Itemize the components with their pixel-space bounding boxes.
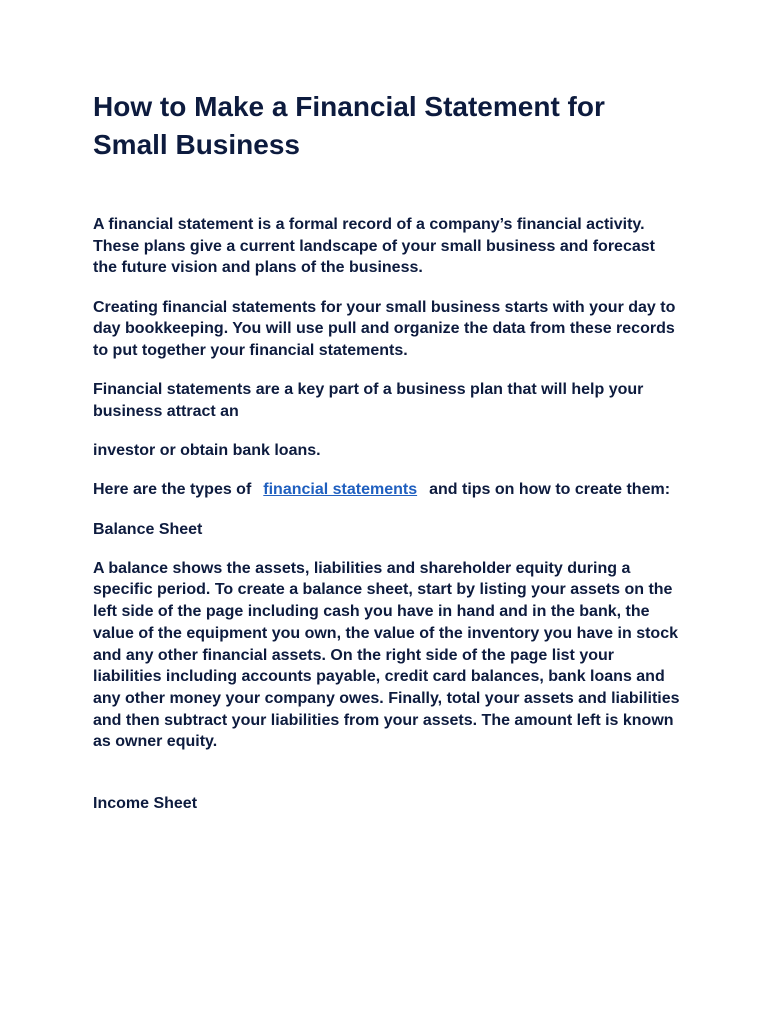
paragraph-key-part: Financial statements are a key part of a business plan that will help your business attract an bbox=[93, 381, 644, 420]
document-page bbox=[93, 88, 683, 832]
paragraph-creating: Creating financial statements for your small business starts with your day to day bookkeeping. You will use pull and organize the data from these records to put together your financial statements. bbox=[93, 298, 676, 360]
heading-income-sheet: Income Sheet bbox=[93, 795, 198, 813]
paragraph-investor: investor or obtain bank loans. bbox=[93, 442, 321, 460]
heading-balance-sheet: Balance Sheet bbox=[93, 520, 203, 538]
financial-statements-link[interactable]: financial statements bbox=[263, 481, 418, 499]
types-text-after: and tips on how to create them: bbox=[429, 481, 671, 499]
paragraph-types bbox=[93, 479, 683, 501]
paragraph-intro: A financial statement is a formal record of a company’s financial activity. These plans give a current landscape of your small business and forecast the future vision and plans of the business. bbox=[93, 216, 655, 277]
paragraph-balance-sheet: A balance shows the assets, liabilities and shareholder equity during a specific period. To create a balance sheet, start by listing your assets on the left side of the page including cash you have in hand and in the bank, the value of the equipment you own, the value of the inventory you have in stock and any other financial assets. On the right side of the page list your liabilities including accounts payable, credit card balances, bank loans and any other money your company owes. Finally, total your assets and liabilities and then subtract your liabilities from your assets. The amount left is known as owner equity. bbox=[93, 559, 680, 751]
page-title: How to Make a Financial Statement for Small Business bbox=[93, 91, 605, 160]
types-text-before: Here are the types of bbox=[93, 481, 252, 499]
